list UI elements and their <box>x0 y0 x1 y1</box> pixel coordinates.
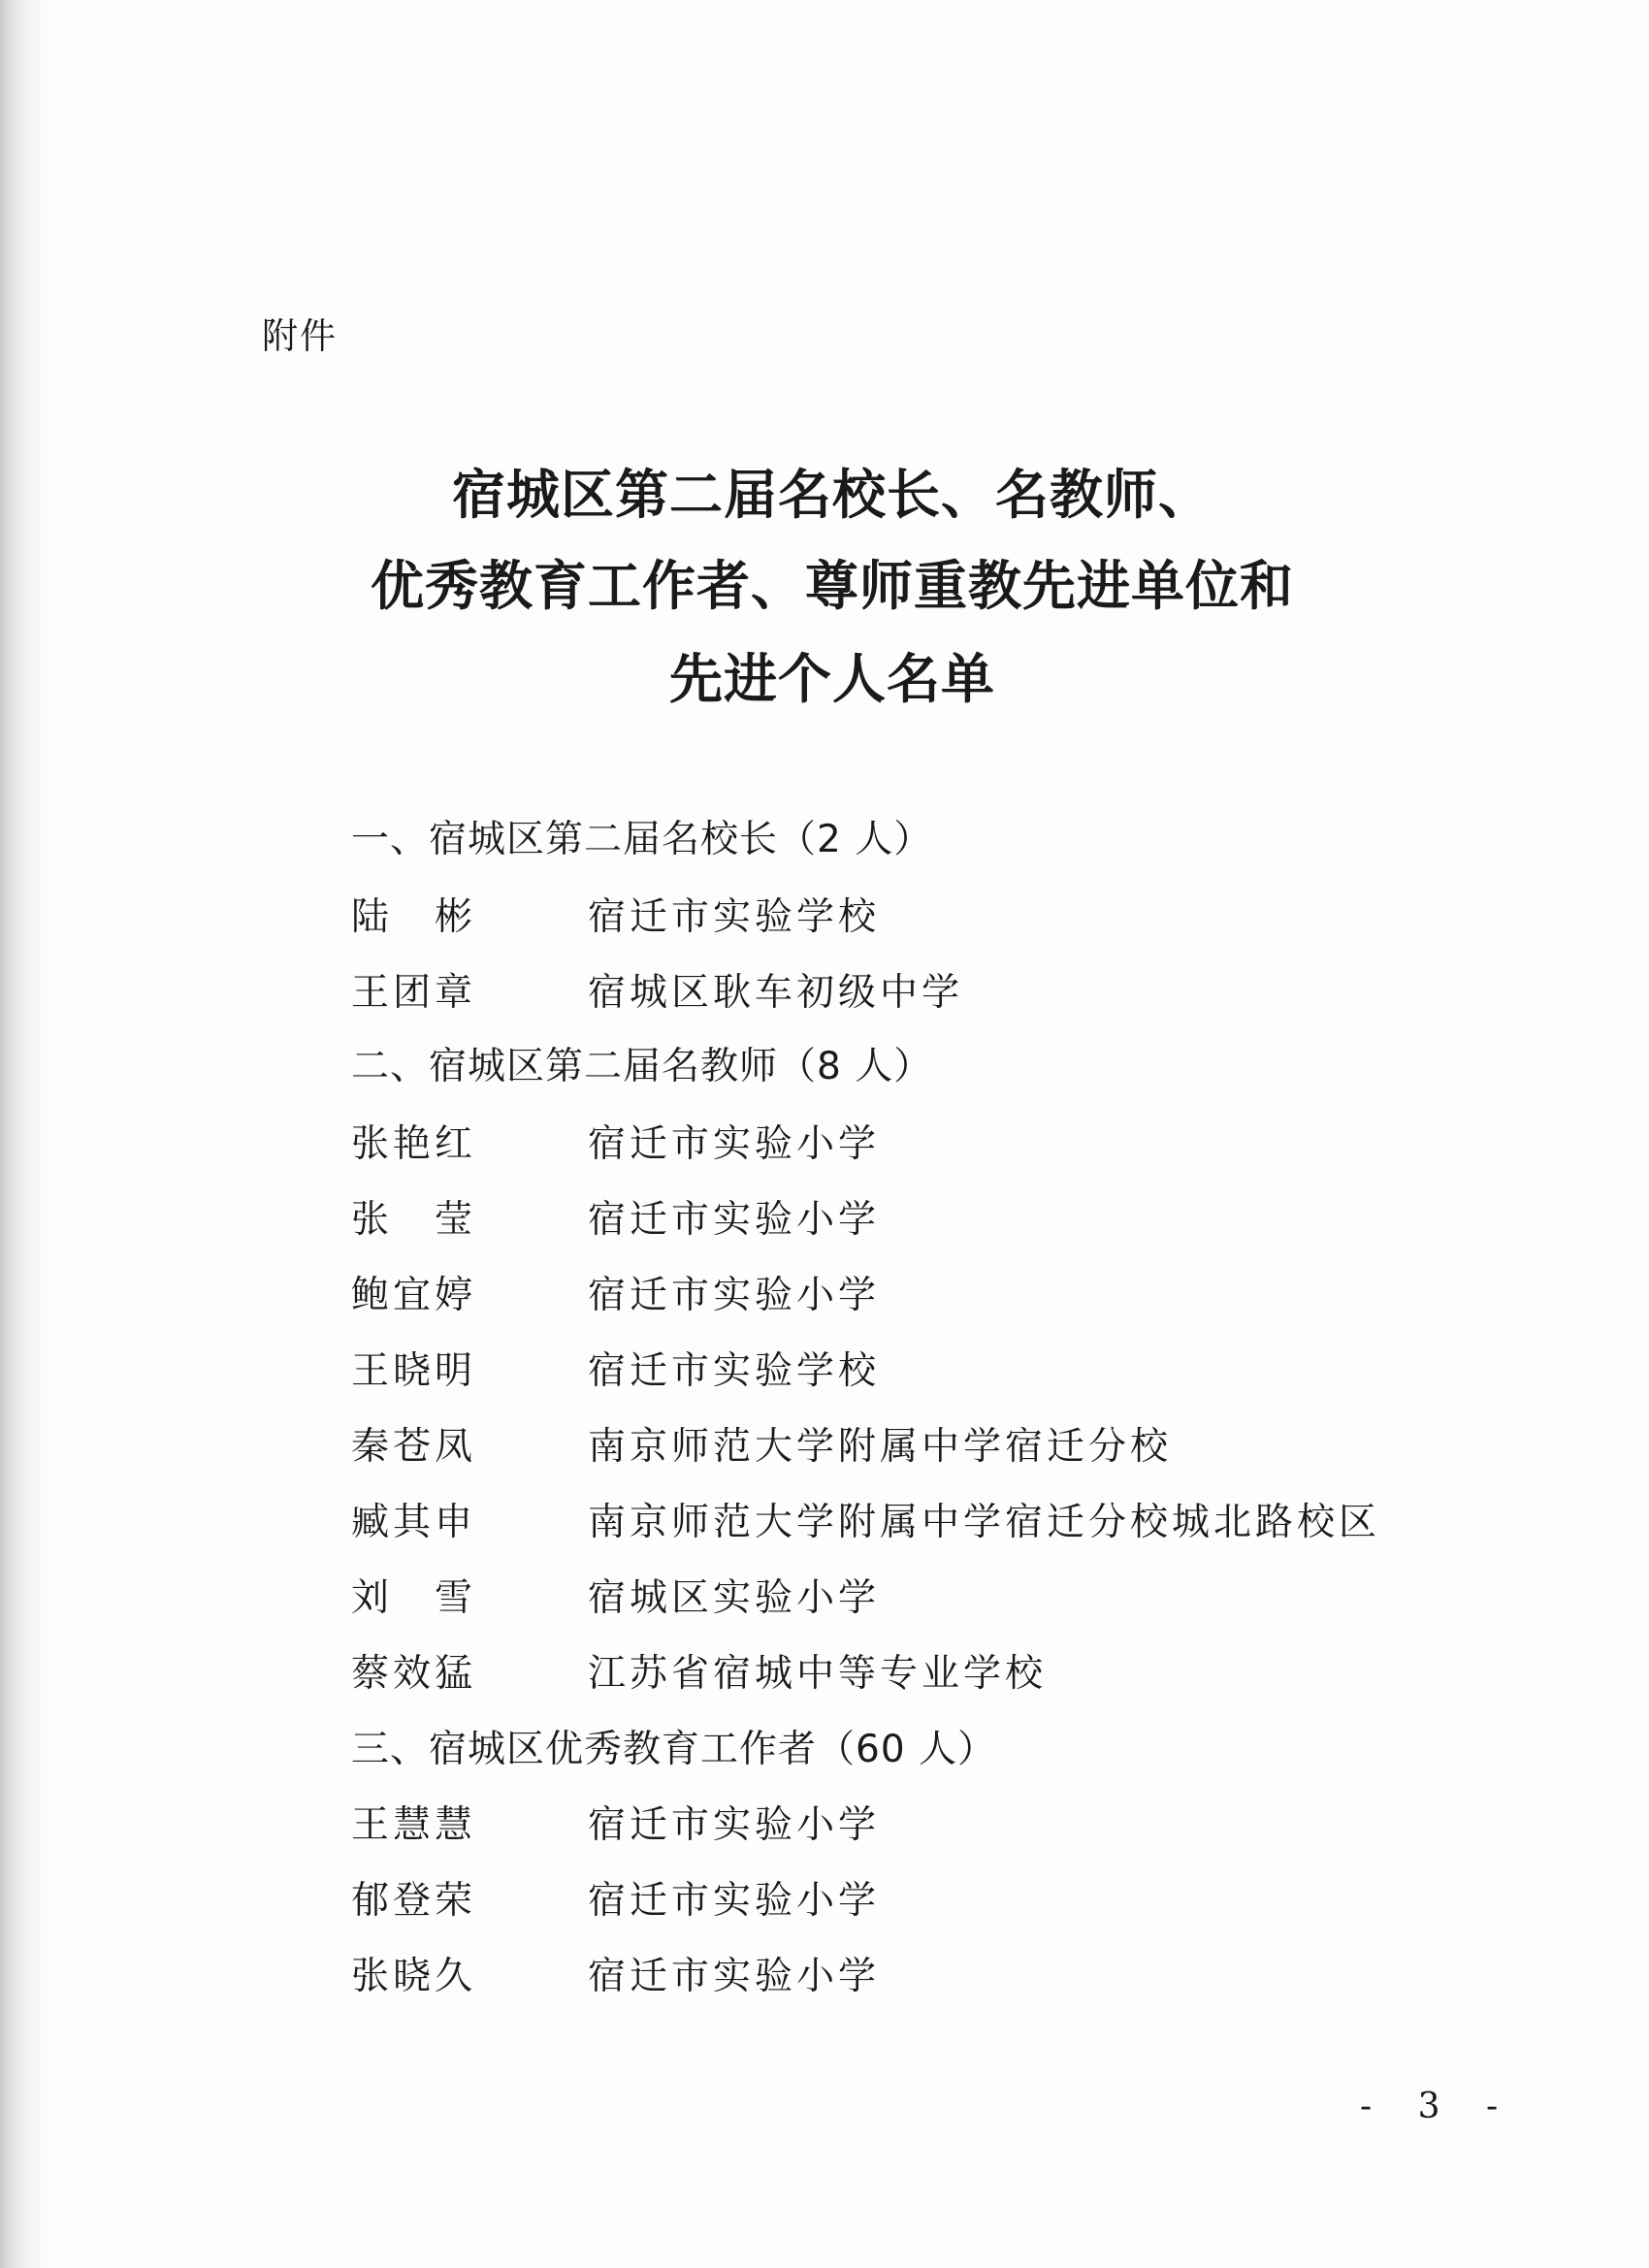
person-name: 郁登荣 <box>351 1879 477 1923</box>
section-heading-educators: 三、宿城区优秀教育工作者（60 人） <box>351 1728 997 1771</box>
person-name: 陆 彬 <box>351 895 477 939</box>
person-unit: 宿迁市实验学校 <box>588 895 881 939</box>
list-item <box>351 1501 1381 1544</box>
list-item <box>351 1803 881 1847</box>
person-name: 王晓明 <box>351 1349 477 1393</box>
person-unit: 宿城区耿车初级中学 <box>588 971 964 1015</box>
attachment-label: 附件 <box>262 315 338 357</box>
person-name: 蔡效猛 <box>351 1652 477 1696</box>
person-unit: 宿迁市实验学校 <box>588 1349 881 1393</box>
title-line-2: 优秀教育工作者、尊师重教先进单位和 <box>370 554 1294 617</box>
list-item <box>351 1122 881 1166</box>
person-name: 秦苍凤 <box>351 1425 477 1469</box>
person-unit: 宿迁市实验小学 <box>588 1274 881 1317</box>
person-name: 臧其申 <box>351 1501 477 1544</box>
title-line-3: 先进个人名单 <box>668 647 995 710</box>
section-heading-principals: 一、宿城区第二届名校长（2 人） <box>351 818 933 861</box>
list-item <box>351 1652 1048 1696</box>
scan-edge-shadow <box>0 0 54 2268</box>
person-name: 张 莹 <box>351 1198 477 1242</box>
list-item <box>351 1349 881 1393</box>
person-unit: 宿迁市实验小学 <box>588 1122 881 1166</box>
list-item <box>351 1198 881 1242</box>
person-name: 刘 雪 <box>351 1576 477 1620</box>
person-unit: 宿迁市实验小学 <box>588 1955 881 1998</box>
person-name: 张艳红 <box>351 1122 477 1166</box>
section-heading-teachers: 二、宿城区第二届名教师（8 人） <box>351 1045 933 1088</box>
person-unit: 宿迁市实验小学 <box>588 1879 881 1923</box>
list-item <box>351 1879 881 1923</box>
person-unit: 宿迁市实验小学 <box>588 1803 881 1847</box>
person-name: 张晓久 <box>351 1955 477 1998</box>
person-name: 王团章 <box>351 971 477 1015</box>
list-item <box>351 1955 881 1998</box>
list-item <box>351 1425 1173 1469</box>
person-unit: 宿迁市实验小学 <box>588 1198 881 1242</box>
person-unit: 宿城区实验小学 <box>588 1576 881 1620</box>
person-unit: 南京师范大学附属中学宿迁分校 <box>588 1425 1173 1469</box>
page-number: - 3 - <box>1360 2087 1516 2126</box>
person-unit: 江苏省宿城中等专业学校 <box>588 1652 1048 1696</box>
person-unit: 南京师范大学附属中学宿迁分校城北路校区 <box>588 1501 1381 1544</box>
person-name: 王慧慧 <box>351 1803 477 1847</box>
list-item <box>351 1274 881 1317</box>
list-item <box>351 895 881 939</box>
list-item <box>351 1576 881 1620</box>
person-name: 鲍宜婷 <box>351 1274 477 1317</box>
list-item <box>351 971 964 1015</box>
title-line-1: 宿城区第二届名校长、名教师、 <box>451 463 1212 526</box>
